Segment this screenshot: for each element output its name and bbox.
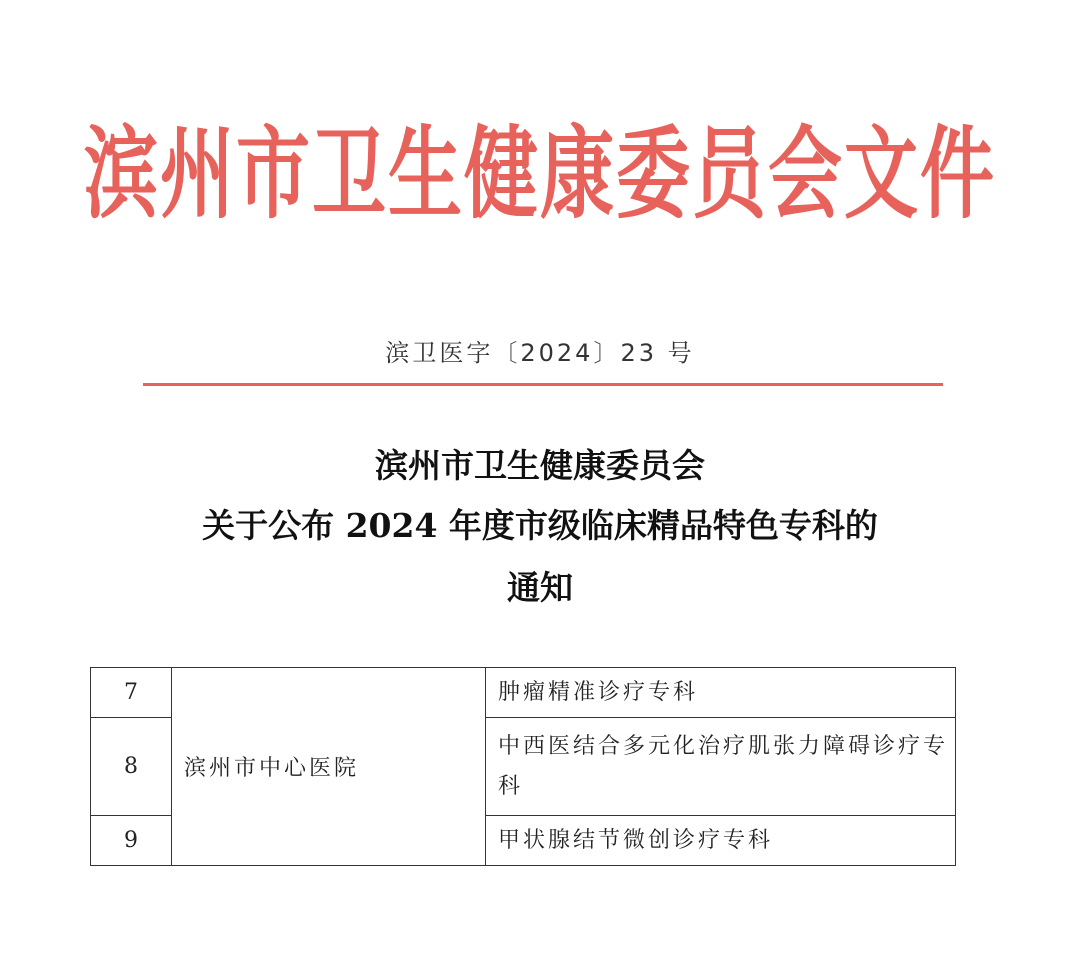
specialty-name: 肿瘤精准诊疗专科 bbox=[486, 668, 956, 718]
document-title-line-2: 关于公布 2024 年度市级临床精品特色专科的 bbox=[202, 506, 878, 545]
document-masthead: 滨州市卫生健康委员会文件 bbox=[84, 116, 996, 233]
specialty-table bbox=[90, 667, 956, 866]
document-number: 滨卫医字〔2024〕23 号 bbox=[385, 339, 695, 367]
table-row bbox=[91, 668, 956, 718]
specialty-name: 甲状腺结节微创诊疗专科 bbox=[486, 816, 956, 866]
specialty-name: 中西医结合多元化治疗肌张力障碍诊疗专科 bbox=[486, 718, 956, 816]
document-title-line-1: 滨州市卫生健康委员会 bbox=[375, 446, 705, 485]
document-title-line-3: 通知 bbox=[507, 568, 573, 607]
row-number: 8 bbox=[91, 718, 172, 816]
hospital-name: 滨州市中心医院 bbox=[172, 668, 486, 866]
row-number: 7 bbox=[91, 668, 172, 718]
red-divider-line bbox=[143, 383, 943, 386]
row-number: 9 bbox=[91, 816, 172, 866]
